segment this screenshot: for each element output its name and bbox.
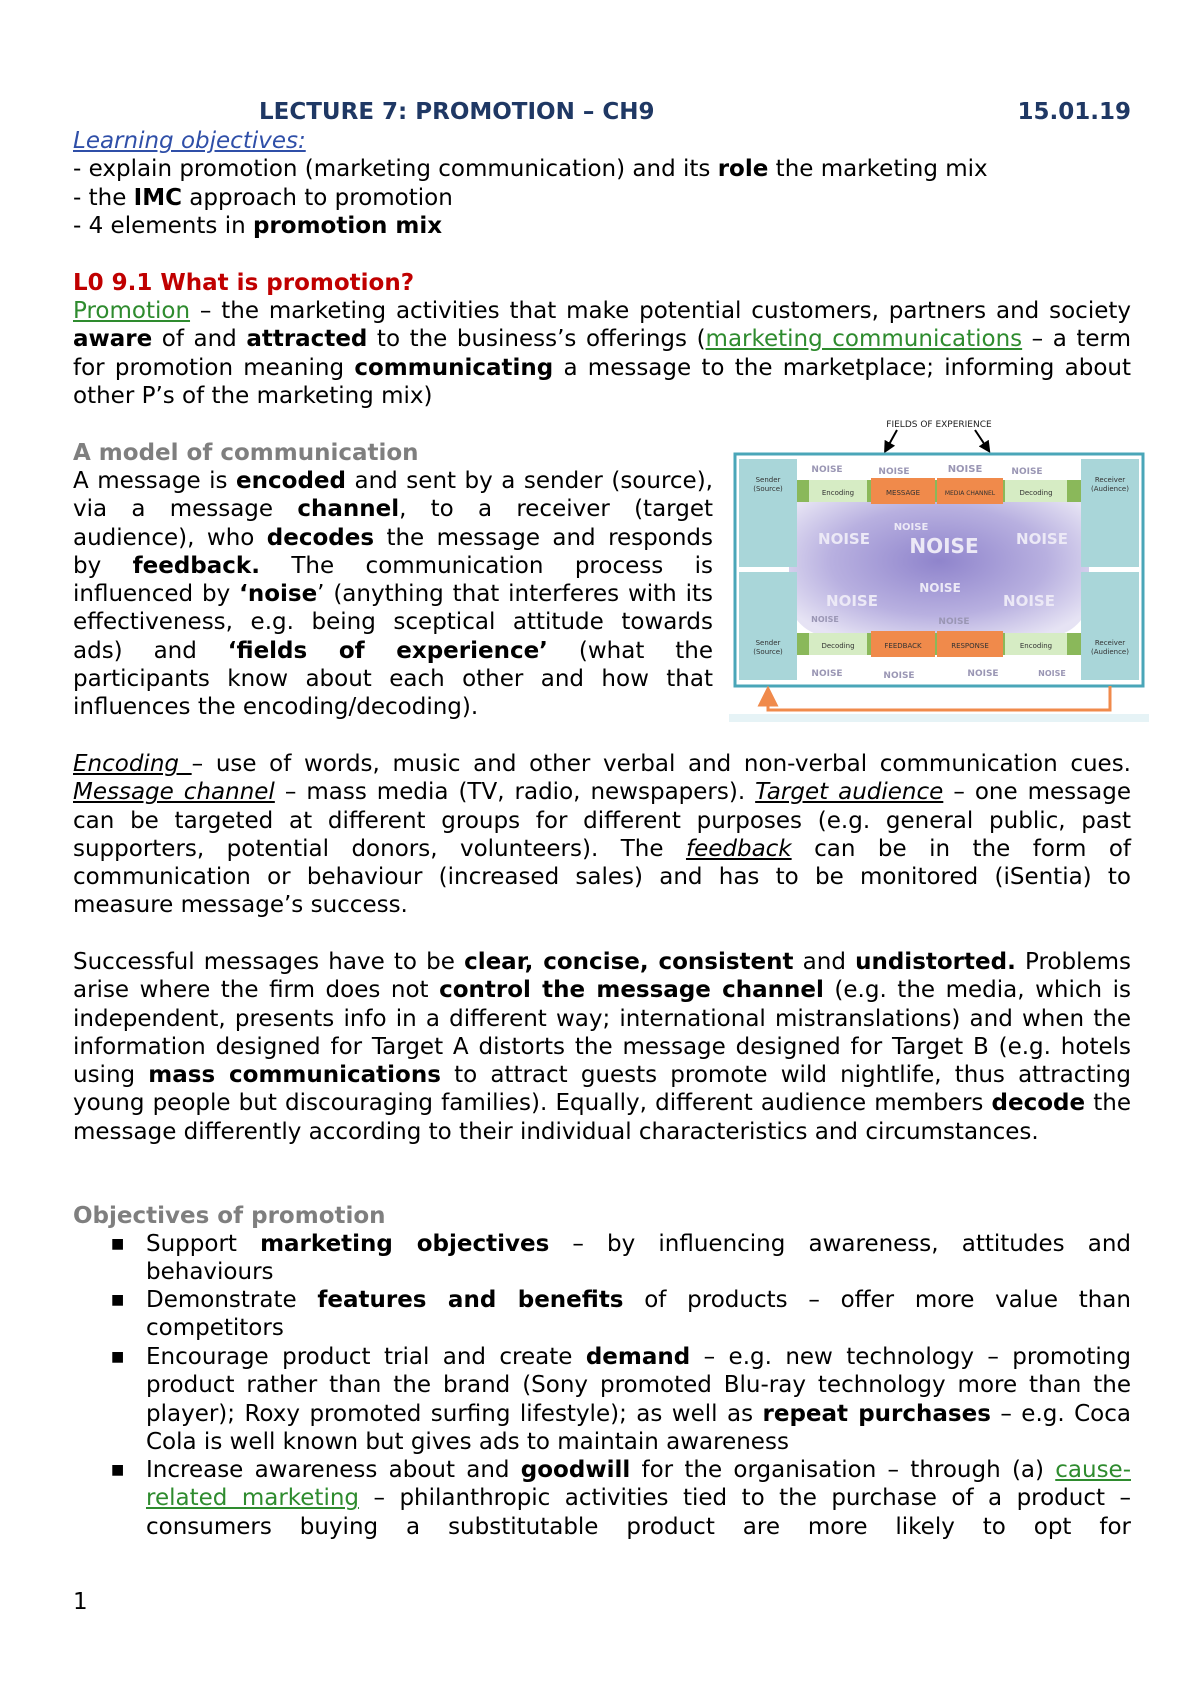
svg-text:NOISE: NOISE: [909, 534, 979, 558]
svg-text:Encoding: Encoding: [821, 489, 855, 497]
objective-item: - 4 elements in promotion mix: [73, 212, 443, 239]
svg-text:MESSAGE: MESSAGE: [886, 489, 920, 497]
communication-model-diagram: [729, 412, 1149, 722]
objective-item: - the IMC approach to promotion: [73, 184, 453, 211]
svg-text:NOISE: NOISE: [938, 617, 970, 627]
svg-text:NOISE: NOISE: [1016, 530, 1068, 548]
page-number: 1: [73, 1589, 88, 1615]
objective-bullet: ■ Demonstrate features and benefits of products – offer more value than competitors: [111, 1287, 1131, 1342]
svg-text:NOISE: NOISE: [811, 615, 839, 624]
svg-text:NOISE: NOISE: [811, 669, 843, 679]
svg-text:NOISE: NOISE: [818, 530, 870, 548]
lecture-date: 15.01.19: [1017, 99, 1131, 125]
svg-text:Decoding: Decoding: [821, 642, 855, 650]
svg-text:NOISE: NOISE: [947, 464, 983, 475]
section-heading-objectives: Objectives of promotion: [73, 1203, 386, 1229]
svg-text:NOISE: NOISE: [811, 465, 843, 475]
svg-text:Sender: Sender: [755, 476, 781, 484]
bullet-square-icon: ■: [111, 1236, 125, 1252]
objective-bullet: ■ Support marketing objectives – by influencing awareness, attitudes and behaviours: [111, 1231, 1131, 1286]
svg-text:Receiver: Receiver: [1094, 476, 1126, 484]
promotion-definition: Promotion – the marketing activities that make potential customers, partners and society aware of and attracted to the business’s offerings (marketing communications – a term for promotion meaning communicating a message to the marketplace; informing about other P’s of the marketing mix): [73, 298, 1131, 409]
svg-text:(Audience): (Audience): [1091, 648, 1129, 656]
encoding-paragraph: Encoding – use of words, music and other verbal and non-verbal communication cues. Message channel – mass media (TV, radio, newspapers). Target audience – one message can be targeted at different groups for different purposes (e.g. general public, past supporters, potential donors, volunteers). The feedback can be in the form of communication or behaviour (increased sales) and has to be monitored (iSentia) to measure message’s success.: [73, 751, 1131, 919]
svg-text:MEDIA CHANNEL: MEDIA CHANNEL: [944, 490, 996, 497]
sender-box-bottom: [739, 572, 797, 680]
svg-text:NOISE: NOISE: [967, 669, 999, 679]
svg-text:Decoding: Decoding: [1019, 489, 1053, 497]
section-heading-model: A model of communication: [73, 440, 419, 466]
svg-text:Receiver: Receiver: [1094, 639, 1126, 647]
model-paragraph: A message is encoded and sent by a sender (source), via a message channel, to a receiver (target audience), who decodes the message and responds by feedback. The communication process is influenced by ‘noise’ (anything that interferes with its effectiveness, e.g. being sceptical attitude towards ads) and ‘fields of experience’ (what the participants know about each other and how that influences the encoding/decoding).: [73, 468, 714, 721]
svg-text:FEEDBACK: FEEDBACK: [884, 642, 922, 650]
objective-item: - explain promotion (marketing communication) and its role the marketing mix: [73, 156, 988, 183]
section-heading-lo91: L0 9.1 What is promotion?: [73, 270, 415, 296]
svg-text:(Source): (Source): [753, 485, 783, 493]
svg-text:Sender: Sender: [755, 639, 781, 647]
svg-text:NOISE: NOISE: [893, 522, 929, 533]
svg-text:NOISE: NOISE: [1003, 592, 1055, 610]
svg-text:NOISE: NOISE: [919, 581, 961, 595]
svg-text:(Audience): (Audience): [1091, 485, 1129, 493]
fields-of-experience-label: FIELDS OF EXPERIENCE: [886, 420, 992, 430]
bullet-square-icon: ■: [111, 1292, 125, 1308]
svg-text:NOISE: NOISE: [1011, 467, 1043, 477]
svg-text:NOISE: NOISE: [1038, 669, 1066, 678]
successful-messages-paragraph: Successful messages have to be clear, concise, consistent and undistorted. Problems arise where the firm does not control the message channel (e.g. the media, which is independent, presents info in a different way; international mistranslations) and when the information designed for Target A distorts the message designed for Target B (e.g. hotels using mass communications to attract guests promote wild nightlife, thus attracting young people but discouraging families). Equally, different audience members decode the message differently according to their individual characteristics and circumstances.: [73, 949, 1132, 1145]
svg-text:(Source): (Source): [753, 648, 783, 656]
bullet-square-icon: ■: [111, 1349, 125, 1365]
lecture-title: LECTURE 7: PROMOTION – CH9: [259, 99, 655, 125]
svg-text:NOISE: NOISE: [878, 467, 910, 477]
objective-bullet: ■ Encourage product trial and create demand – e.g. new technology – promoting product rather than the brand (Sony promoted Blu-ray technology more than the player); Roxy promoted surfing lifestyle); as well as repeat purchases – e.g. Coca Cola is well known but gives ads to maintain awareness: [111, 1344, 1131, 1455]
learning-objectives: [73, 127, 1131, 240]
svg-text:RESPONSE: RESPONSE: [951, 642, 989, 650]
learning-objectives-label: Learning objectives:: [73, 128, 306, 154]
svg-text:Encoding: Encoding: [1019, 642, 1053, 650]
bullet-square-icon: ■: [111, 1462, 125, 1478]
svg-text:NOISE: NOISE: [826, 592, 878, 610]
svg-text:NOISE: NOISE: [883, 671, 915, 681]
objective-bullet: ■ Increase awareness about and goodwill for the organisation – through (a) cause-related marketing – philanthropic activities tied to the purchase of a product – consumers buying a substitutable product are more likely to opt for: [111, 1457, 1131, 1540]
receiver-box-bottom: [1081, 572, 1139, 680]
